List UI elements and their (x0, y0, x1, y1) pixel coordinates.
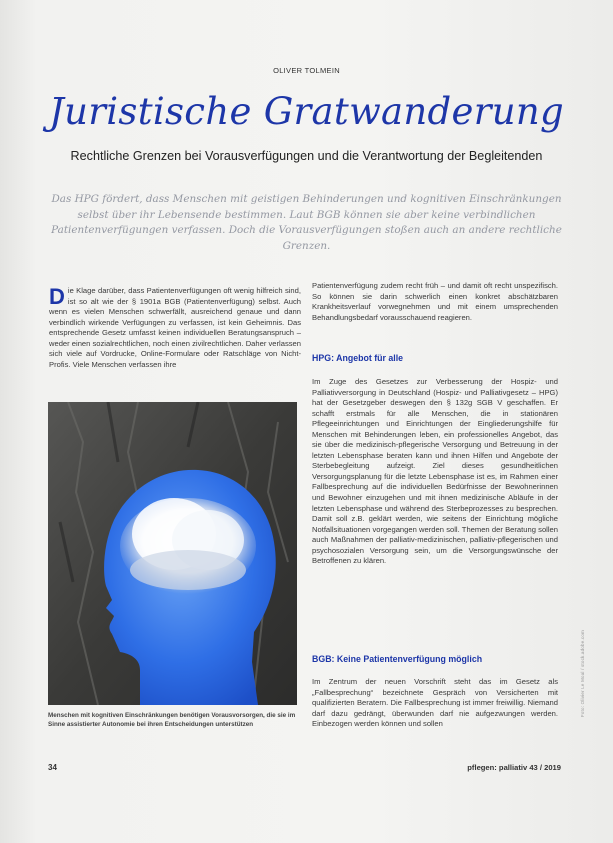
drop-cap: D (49, 286, 65, 309)
body-text-1: ie Klage darüber, dass Patientenverfügungen oft wenig hilfreich sind, ist so alt wie der § 1901a BGB (Patientenverfügung) selbst. Auch wenn es vielen Menschen schwerfällt, ausreichend genaue und dann verbindlich wirkende Verfügungen zu verfassen, ist kein Geheimnis. Das entsprechende Gesetz umfasst keinen individuellen Beratungsanspruch – weder einen sozialrechtlichen, noch einen zivilrechtlichen. Daher verlassen sich viele auf Vordrucke, Online-Formulare oder Ratschläge von Nicht-Profis. Viele Menschen verfassen ihre (49, 286, 301, 369)
photo-caption: Menschen mit kognitiven Einschränkungen benötigen Vorausvorsorgen, die sie im Sinne assistierter Autonomie bei ihren Entscheidungen unterstützen (48, 712, 296, 728)
photo-graphic (48, 402, 297, 705)
head-silhouette-photo (48, 402, 297, 705)
page-number: 34 (48, 763, 57, 772)
section-heading-bgb: BGB: Keine Patientenverfügung möglich (312, 654, 483, 664)
body-column-2: Patientenverfügung zudem recht früh – und damit oft recht unspezifisch. So können sie darin schwerlich einen konkret abschätzbaren Krankheitsverlauf vorwegnehmen und mit einem umsprechenden Behandlungsbedarf vorausschauend reagieren. (312, 281, 558, 322)
journal-footer: pflegen: palliativ 43 / 2019 (467, 763, 561, 772)
body-column-1 (49, 286, 301, 386)
lead-paragraph: Das HPG fördert, dass Menschen mit geistigen Behinderungen und kognitiven Einschränkungen selbst über ihr Lebensende bestimmen. Laut BGB können sie aber keine verbindlichen Patientenverfügungen verfassen. Doch die Vorausverfügungen stoßen auch an andere rechtliche Grenzen. (51, 193, 562, 252)
section-heading-hpg: HPG: Angebot für alle (312, 353, 404, 363)
author-name: OLIVER TOLMEIN (273, 66, 340, 75)
article-subtitle: Rechtliche Grenzen bei Vorausverfügungen und die Verantwortung der Begleitenden (70, 149, 543, 163)
photo-credit: Foto: Olivier Le Moal / stock.adobe.com (580, 630, 585, 718)
article-title: Juristische Gratwanderung (49, 90, 564, 133)
body-column-4: Im Zentrum der neuen Vorschrift steht das im Gesetz als „Fallbesprechung“ bezeichnete Gespräch von Versicherten mit qualifizierten Beratern. Die Fallbesprechung ist immer freiwillig. Niemand darf dazu gedrängt, überwunden darf nie aufgezwungen werden. Einbezogen werden können und sollen (312, 677, 558, 729)
body-column-3: Im Zuge des Gesetzes zur Verbesserung der Hospiz- und Palliativversorgung in Deutschland (Hospiz- und Palliativgesetz – HPG) hat der Gesetzgeber deswegen den § 132g SGB V geschaffen. Er schafft erstmals für alle Menschen, die in stationären Pflegeeinrichtungen und Einrichtungen der Eingliederungshilfe für Menschen mit Behinderungen leben, ein professionelles Angebot, das sie über die medizinisch-pflegerische Versorgung und Betreuung in der letzten Lebensphase beraten kann und ihnen Hilfen und Angebote der Sterbebegleitung aufzeigt. Ziel dieses gesundheitlichen Versorgungsplanung für die letzte Lebensphase ist es, im Rahmen einer Fallbesprechung auf die individuellen Bedürfnisse der Bewohnerinnen und Bewohner einzugehen und mit ihnen medizinische Abläufe in der letzten Lebensphase und während des Sterbeprozesses zu besprechen. Damit soll z.B. geklärt werden, wie seitens der Einrichtung mögliche Notfallsituationen vorgegangen werden soll. Themen der Beratung sollen auch Maßnahmen der palliativ-medizinischen, palliativ-pflegerischen und psychosozialen Versorgung sein, um die Versorgungswünsche der Betroffenen zu klären. (312, 377, 558, 566)
